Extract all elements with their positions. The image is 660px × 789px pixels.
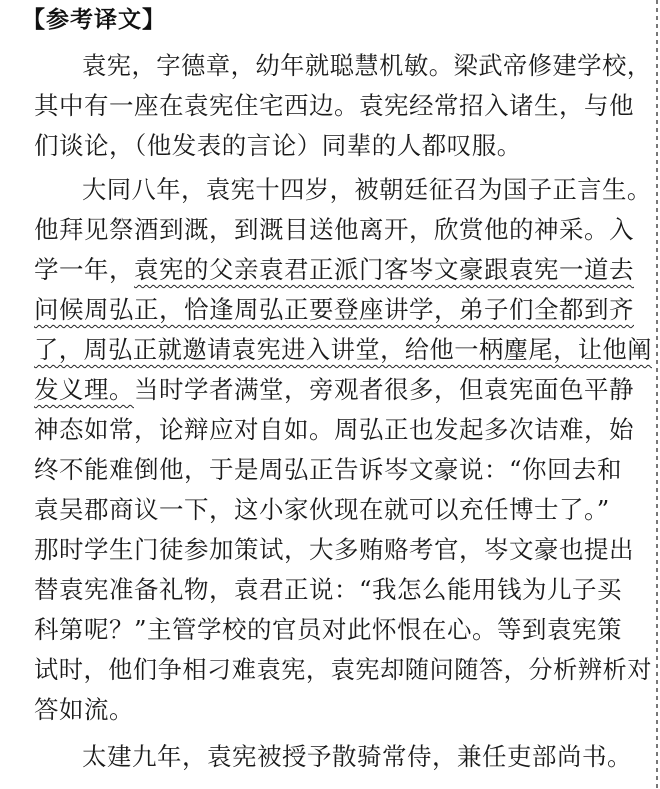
- text-segment: 们谈论，（他发表的言论）同辈的人都叹服。: [34, 131, 522, 160]
- text-line-4: [82, 170, 652, 210]
- text-line-9: [34, 370, 634, 410]
- text-line-2: [34, 86, 634, 126]
- text-line-5: [34, 210, 634, 250]
- text-line-16: [34, 650, 652, 690]
- text-line-10: [34, 410, 634, 450]
- text-segment: 那时学生门徒参加策试，大多贿赂考官，岑文豪也提出: [34, 535, 634, 564]
- text-segment: 其中有一座在袁宪住宅西边。袁宪经常招入诸生，与他: [34, 91, 634, 120]
- text-line-1: [82, 46, 652, 86]
- text-line-15: [34, 610, 622, 650]
- underlined-segment: 了，周弘正就邀请袁宪进入讲堂，给他一柄麈尾，让他阐: [34, 336, 652, 364]
- text-segment: 袁宪，字德章，幼年就聪慧机敏。梁武帝修建学校，: [82, 51, 652, 80]
- text-line-13: [34, 530, 634, 570]
- page-edge-border: [656, 0, 658, 789]
- text-segment: 学一年，: [34, 255, 134, 284]
- text-line-17: [34, 690, 134, 730]
- underlined-segment: 发义理。: [34, 375, 134, 404]
- text-segment: 科第呢？”主管学校的官员对此怀恨在心。等到袁宪策: [34, 615, 623, 644]
- text-line-7: [34, 290, 634, 330]
- text-segment: 他拜见祭酒到溉，到溉目送他离开，欣赏他的神采。入: [34, 215, 634, 244]
- text-segment: 答如流。: [34, 695, 134, 724]
- text-segment: 替袁宪准备礼物，袁君正说：“我怎么能用钱为儿子买: [34, 575, 623, 604]
- underlined-segment: 袁宪的父亲袁君正派门客岑文豪跟袁宪一道去: [134, 255, 634, 284]
- text-segment: 当时学者满堂，旁观者很多，但袁宪面色平静: [134, 375, 634, 404]
- text-line-12: [34, 490, 610, 530]
- text-segment: 袁吴郡商议一下，这小家伙现在就可以充任博士了。”: [34, 495, 610, 524]
- text-line-18: [82, 737, 632, 777]
- text-segment: 终不能难倒他，于是周弘正告诉岑文豪说：“你回去和: [34, 455, 623, 484]
- text-line-11: [34, 450, 622, 490]
- section-heading: 【参考译文】: [22, 7, 166, 33]
- text-line-8: [34, 330, 652, 370]
- text-segment: 太建九年，袁宪被授予散骑常侍，兼任吏部尚书。: [82, 742, 632, 771]
- text-segment: 神态如常，论辩应对自如。周弘正也发起多次诘难，始: [34, 415, 634, 444]
- text-line-3: [34, 126, 522, 166]
- underlined-segment: 问候周弘正，恰逢周弘正要登座讲学，弟子们全都到齐: [34, 295, 634, 324]
- text-line-14: [34, 570, 622, 610]
- text-segment: 大同八年，袁宪十四岁，被朝廷征召为国子正言生。: [82, 175, 652, 204]
- text-segment: 试时，他们争相刁难袁宪，袁宪却随问随答，分析辨析对: [34, 656, 652, 684]
- text-line-6: [34, 250, 634, 290]
